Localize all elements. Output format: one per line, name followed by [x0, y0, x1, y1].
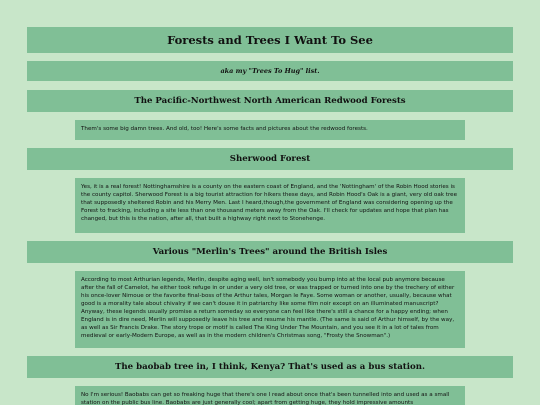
page-title: Forests and Trees I Want To See	[27, 27, 513, 53]
section-body-merlin: According to most Arthurian legends, Merlin, despite aging well, isn't somebody you bump into at the local pub anymore because after the fall of Camelot, he either took refuge in or under a very old tree, or was trapped or turned into one by the trechery of either his once-lover Nimoue or the favorite final-boss of the Arthur tales, Morgan le Faye. Some woman or another, usually, because what good is a morality tale about chivalry if we can't douse it in patriarchy like some film noir except on an illuminated manuscript? Anyway, these legends usually promise a return someday so everyone can feel like there's still a chance for a happy ending; when England is in dire need, Merlin will supposedly leave his tree and resume his mantle. (The same is said of Arthur himself, by the way, as well as Sir Francis Drake. The story trope or motif is called The King Under The Mountain, and you see it in a lot of tales from medieval or early-Modern Europe, as well as in the modern children's Christmas song, "Frosty the Snowman".)	[75, 271, 465, 348]
section-heading-merlin: Various "Merlin's Trees" around the British Isles	[27, 241, 513, 263]
section-heading-sherwood: Sherwood Forest	[27, 148, 513, 170]
section-body-redwoods: Them's some big damn trees. And old, too! Here's some facts and pictures about the redwood forests.	[75, 120, 465, 140]
section-body-sherwood: Yes, it is a real forest! Nottinghamshire is a county on the eastern coast of England, and the 'Nottingham' of the Robin Hood stories is the county capitol. Sherwood Forest is a big tourist attraction for hikers these days, and Robin Hood's Oak is a giant, very old oak tree that supposedly sheltered Robin and his Merry Men. Last I heard,though,the government of England was considering opening up the Forest to fracking, including a site less than one thousand meters away from the Oak. I'll check for updates and hope that plan has changed, but this is the nation, after all, that built a highway right next to Stonehenge.	[75, 178, 465, 233]
section-heading-redwoods: The Pacific-Northwest North American Redwood Forests	[27, 90, 513, 112]
section-heading-baobab: The baobab tree in, I think, Kenya? That's used as a bus station.	[27, 356, 513, 378]
page-subtitle: aka my "Trees To Hug" list.	[27, 61, 513, 81]
section-body-baobab: No I'm serious! Baobabs can get so freaking huge that there's one I read about once that's been tunnelled into and used as a small station on the public bus line. Baobabs are just generally cool; apart from getting huge, they hold impressive amounts	[75, 386, 465, 405]
